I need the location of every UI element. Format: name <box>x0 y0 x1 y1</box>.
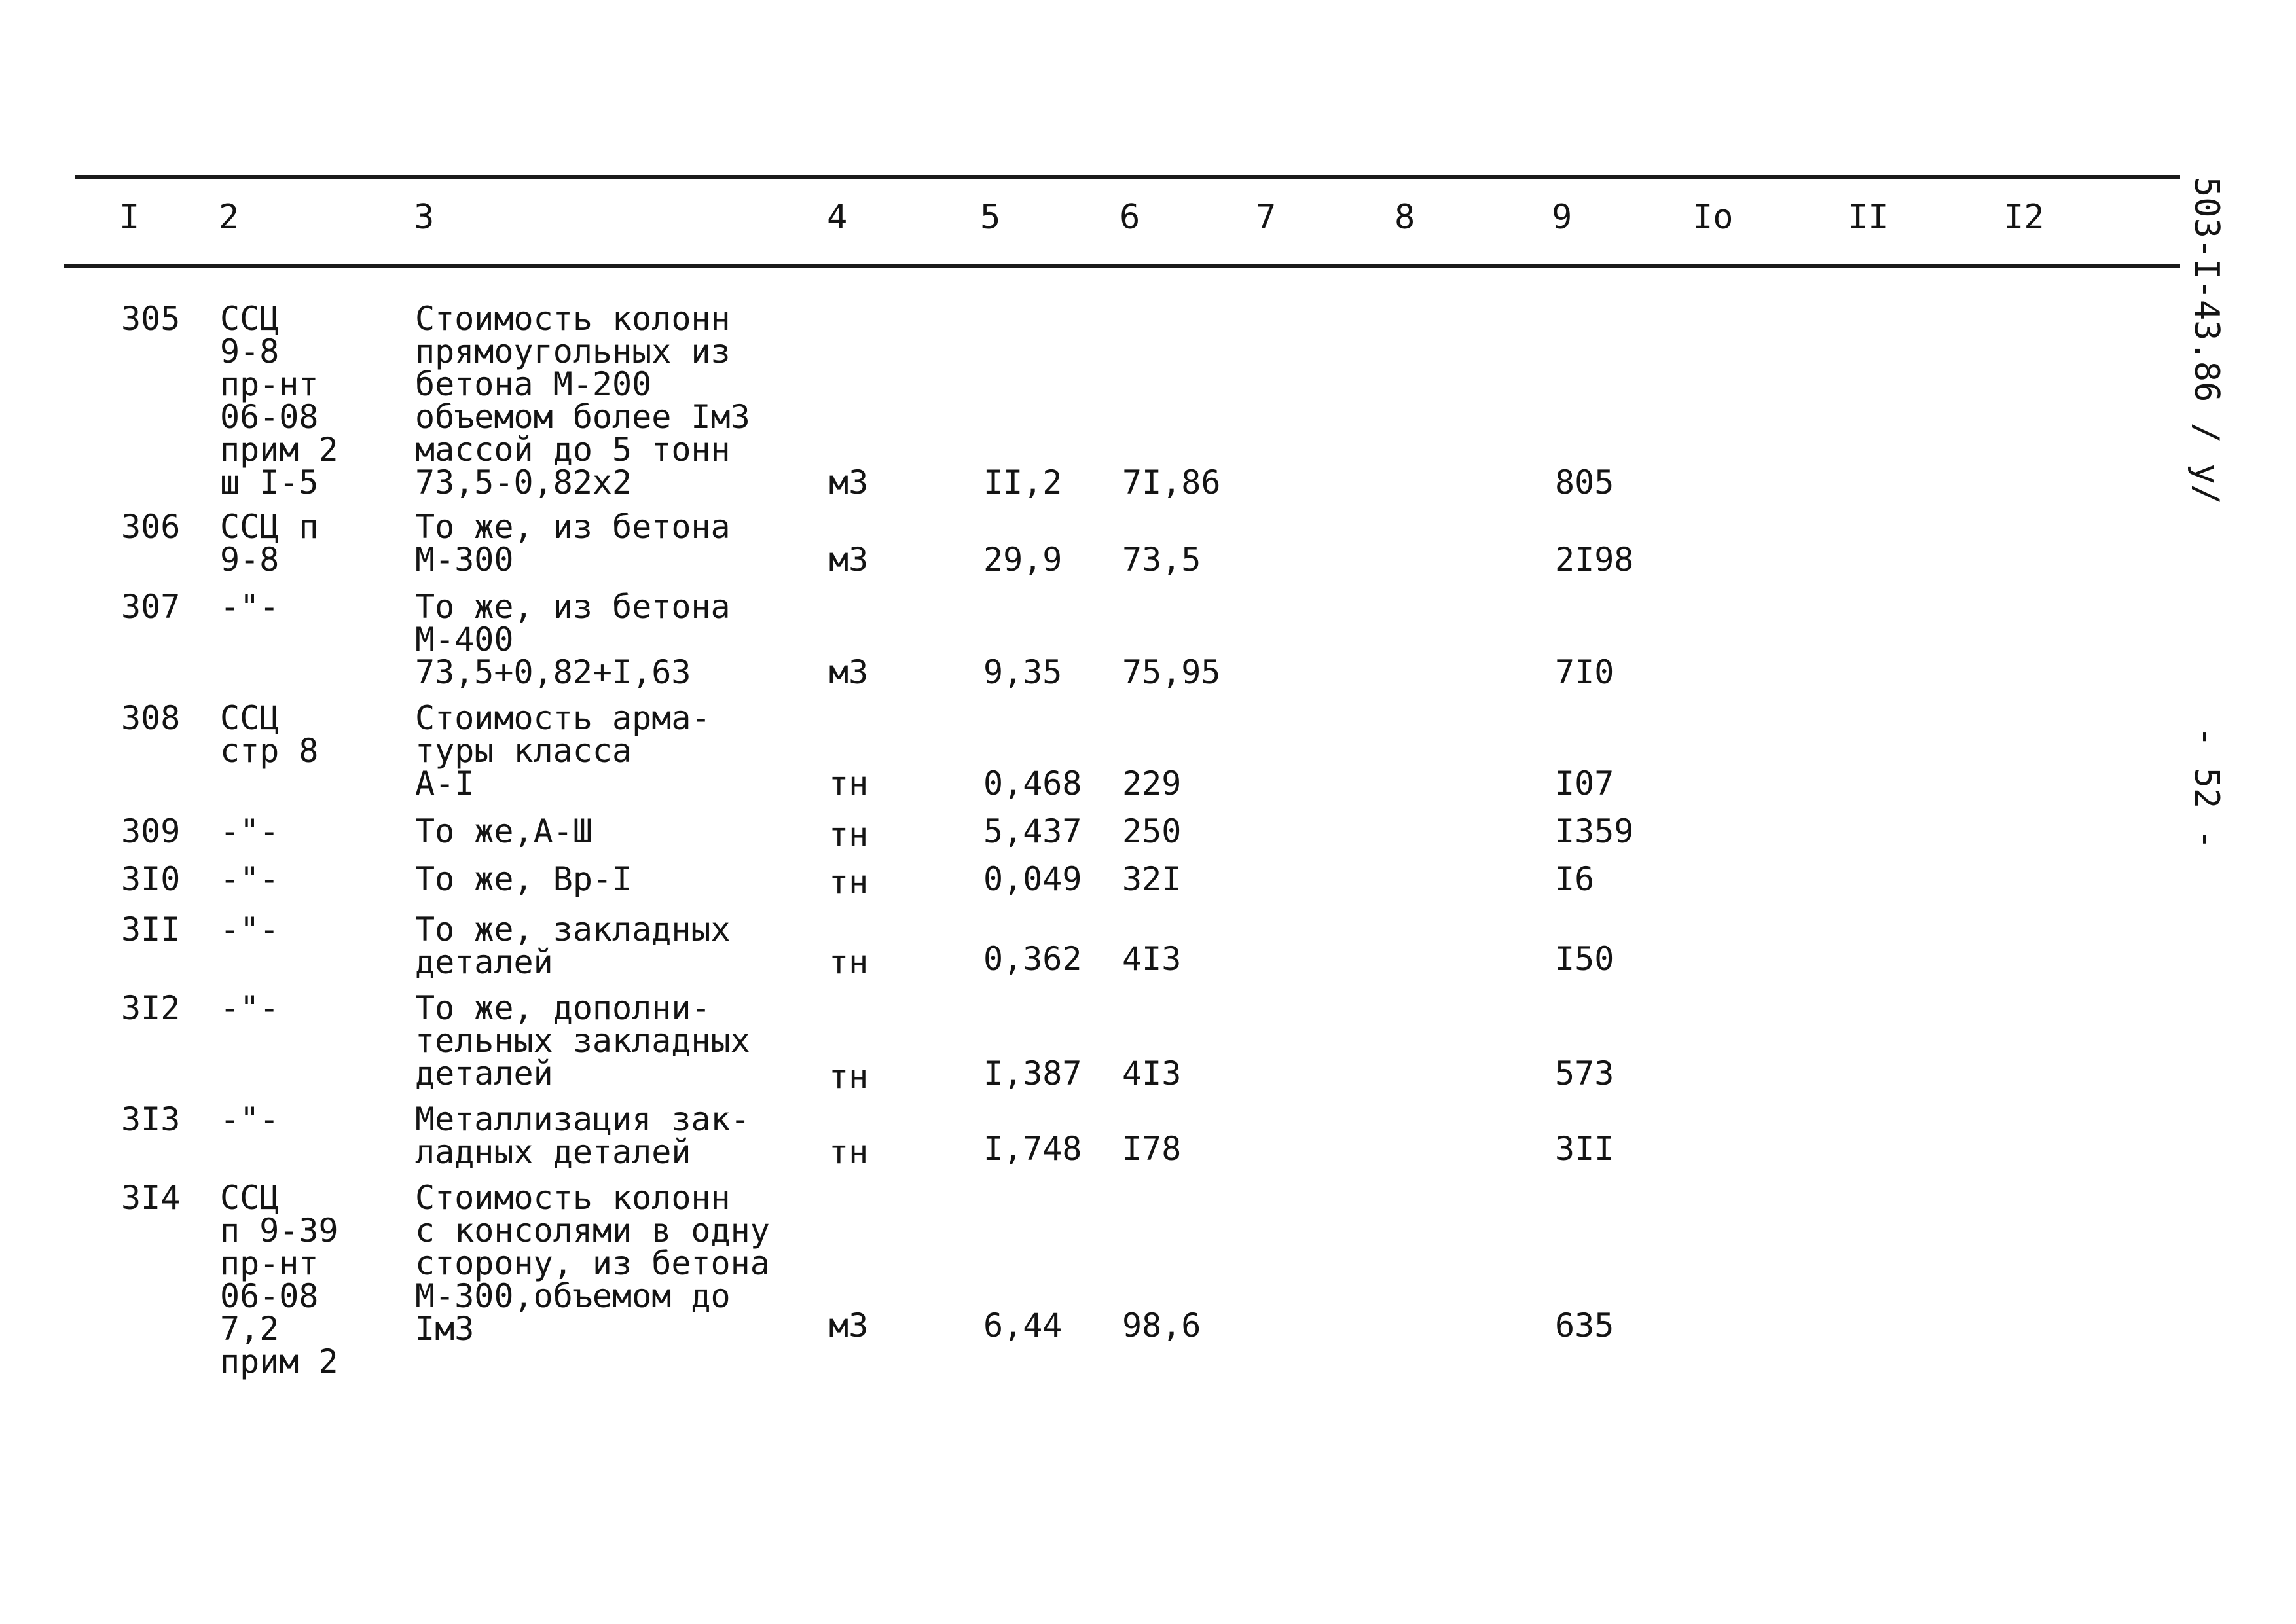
page-number: - 52 - <box>2187 727 2226 850</box>
row-unit: м3 <box>829 1307 869 1344</box>
row-reference: -"- <box>220 989 280 1027</box>
document-code: 503-I-43.86 / y/ <box>2187 177 2226 505</box>
row-reference: -"- <box>220 812 280 850</box>
row-reference: -"- <box>220 588 280 626</box>
col-header-3: 3 <box>414 198 435 237</box>
row-unit: м3 <box>829 653 869 691</box>
row-quantity: 6,44 <box>983 1307 1063 1344</box>
row-unit: тн <box>829 1058 869 1096</box>
table-row <box>0 508 2160 579</box>
row-unit: м3 <box>829 463 869 501</box>
top-rule <box>75 175 2180 179</box>
row-total: I6 <box>1555 860 1595 898</box>
row-number: 3I0 <box>121 860 181 898</box>
row-description: То же, из бетона М-300 <box>415 508 731 579</box>
row-description: Стоимость колонн прямоугольных из бетона М-200 объемом более Iм3 массой до 5 тонн 73,5-0,82х2 <box>415 300 750 501</box>
row-unit-price: 7I,86 <box>1122 463 1221 501</box>
row-unit: тн <box>829 943 869 981</box>
row-description: То же,А-Ш <box>415 812 592 850</box>
col-header-11: II <box>1848 198 1889 237</box>
row-quantity: I,387 <box>983 1055 1082 1092</box>
table-row <box>0 1100 2160 1172</box>
row-reference: ССЦ стр 8 <box>220 699 319 770</box>
row-number: 308 <box>121 699 181 737</box>
table-row <box>0 699 2160 803</box>
table-row <box>0 989 2160 1096</box>
row-number: 305 <box>121 300 181 338</box>
row-unit-price: 229 <box>1122 765 1182 803</box>
row-reference: ССЦ 9-8 пр-нт 06-08 прим 2 ш I-5 <box>220 300 338 501</box>
header-rule <box>64 264 2180 268</box>
row-unit: тн <box>829 816 869 854</box>
row-total: 3II <box>1555 1130 1614 1168</box>
row-number: 306 <box>121 508 181 546</box>
row-quantity: 9,35 <box>983 653 1063 691</box>
col-header-8: 8 <box>1394 198 1415 237</box>
row-description: Стоимость арма- туры класса А-I <box>415 699 711 803</box>
col-header-6: 6 <box>1120 198 1140 237</box>
row-reference: -"- <box>220 1100 280 1138</box>
row-quantity: 5,437 <box>983 812 1082 850</box>
row-description: Металлизация зак- ладных деталей <box>415 1100 750 1171</box>
col-header-1: I <box>119 198 140 237</box>
row-unit-price: I78 <box>1122 1130 1182 1168</box>
col-header-9: 9 <box>1552 198 1573 237</box>
row-number: 3I2 <box>121 989 181 1027</box>
row-total: 2I98 <box>1555 541 1634 579</box>
row-total: 805 <box>1555 463 1614 501</box>
col-header-4: 4 <box>827 198 848 237</box>
row-reference: -"- <box>220 860 280 898</box>
col-header-2: 2 <box>219 198 240 237</box>
row-reference: ССЦ п 9-8 <box>220 508 319 579</box>
row-quantity: 29,9 <box>983 541 1063 579</box>
row-unit: тн <box>829 1133 869 1171</box>
row-number: 3I4 <box>121 1179 181 1217</box>
col-header-10: Io <box>1692 198 1734 237</box>
row-reference: ССЦ п 9-39 пр-нт 06-08 7,2 прим 2 <box>220 1179 338 1380</box>
row-unit: м3 <box>829 541 869 579</box>
row-unit-price: 98,6 <box>1122 1307 1201 1344</box>
row-total: I50 <box>1555 940 1614 978</box>
row-description: То же, дополни- тельных закладных деталей <box>415 989 750 1092</box>
row-number: 309 <box>121 812 181 850</box>
col-header-12: I2 <box>2003 198 2045 237</box>
row-number: 3I3 <box>121 1100 181 1138</box>
row-unit: тн <box>829 863 869 901</box>
table-row <box>0 913 2160 982</box>
row-description: То же, Вр-I <box>415 860 632 898</box>
row-total: I07 <box>1555 765 1614 803</box>
row-unit-price: 4I3 <box>1122 1055 1182 1092</box>
row-description: Стоимость колонн с консолями в одну сторону, из бетона М-300,объемом до Iм3 <box>415 1179 770 1348</box>
row-unit-price: 75,95 <box>1122 653 1221 691</box>
row-description: То же, закладных деталей <box>415 911 731 981</box>
table-row <box>0 812 2160 854</box>
row-unit-price: 32I <box>1122 860 1182 898</box>
row-total: I359 <box>1555 812 1634 850</box>
row-total: 573 <box>1555 1055 1614 1092</box>
row-description: То же, из бетона М-400 73,5+0,82+I,63 <box>415 588 731 691</box>
row-quantity: I,748 <box>983 1130 1082 1168</box>
row-unit-price: 4I3 <box>1122 940 1182 978</box>
row-total: 635 <box>1555 1307 1614 1344</box>
row-unit: тн <box>829 765 869 803</box>
row-quantity: 0,468 <box>983 765 1082 803</box>
row-quantity: II,2 <box>983 463 1063 501</box>
row-quantity: 0,362 <box>983 940 1082 978</box>
row-quantity: 0,049 <box>983 860 1082 898</box>
row-total: 7I0 <box>1555 653 1614 691</box>
col-header-7: 7 <box>1256 198 1277 237</box>
row-unit-price: 250 <box>1122 812 1182 850</box>
col-header-5: 5 <box>980 198 1001 237</box>
row-unit-price: 73,5 <box>1122 541 1201 579</box>
row-number: 307 <box>121 588 181 626</box>
table-row <box>0 302 2160 502</box>
row-number: 3II <box>121 911 181 948</box>
table-row <box>0 590 2160 689</box>
table-row <box>0 860 2160 901</box>
row-reference: -"- <box>220 911 280 948</box>
table-row <box>0 1179 2160 1380</box>
